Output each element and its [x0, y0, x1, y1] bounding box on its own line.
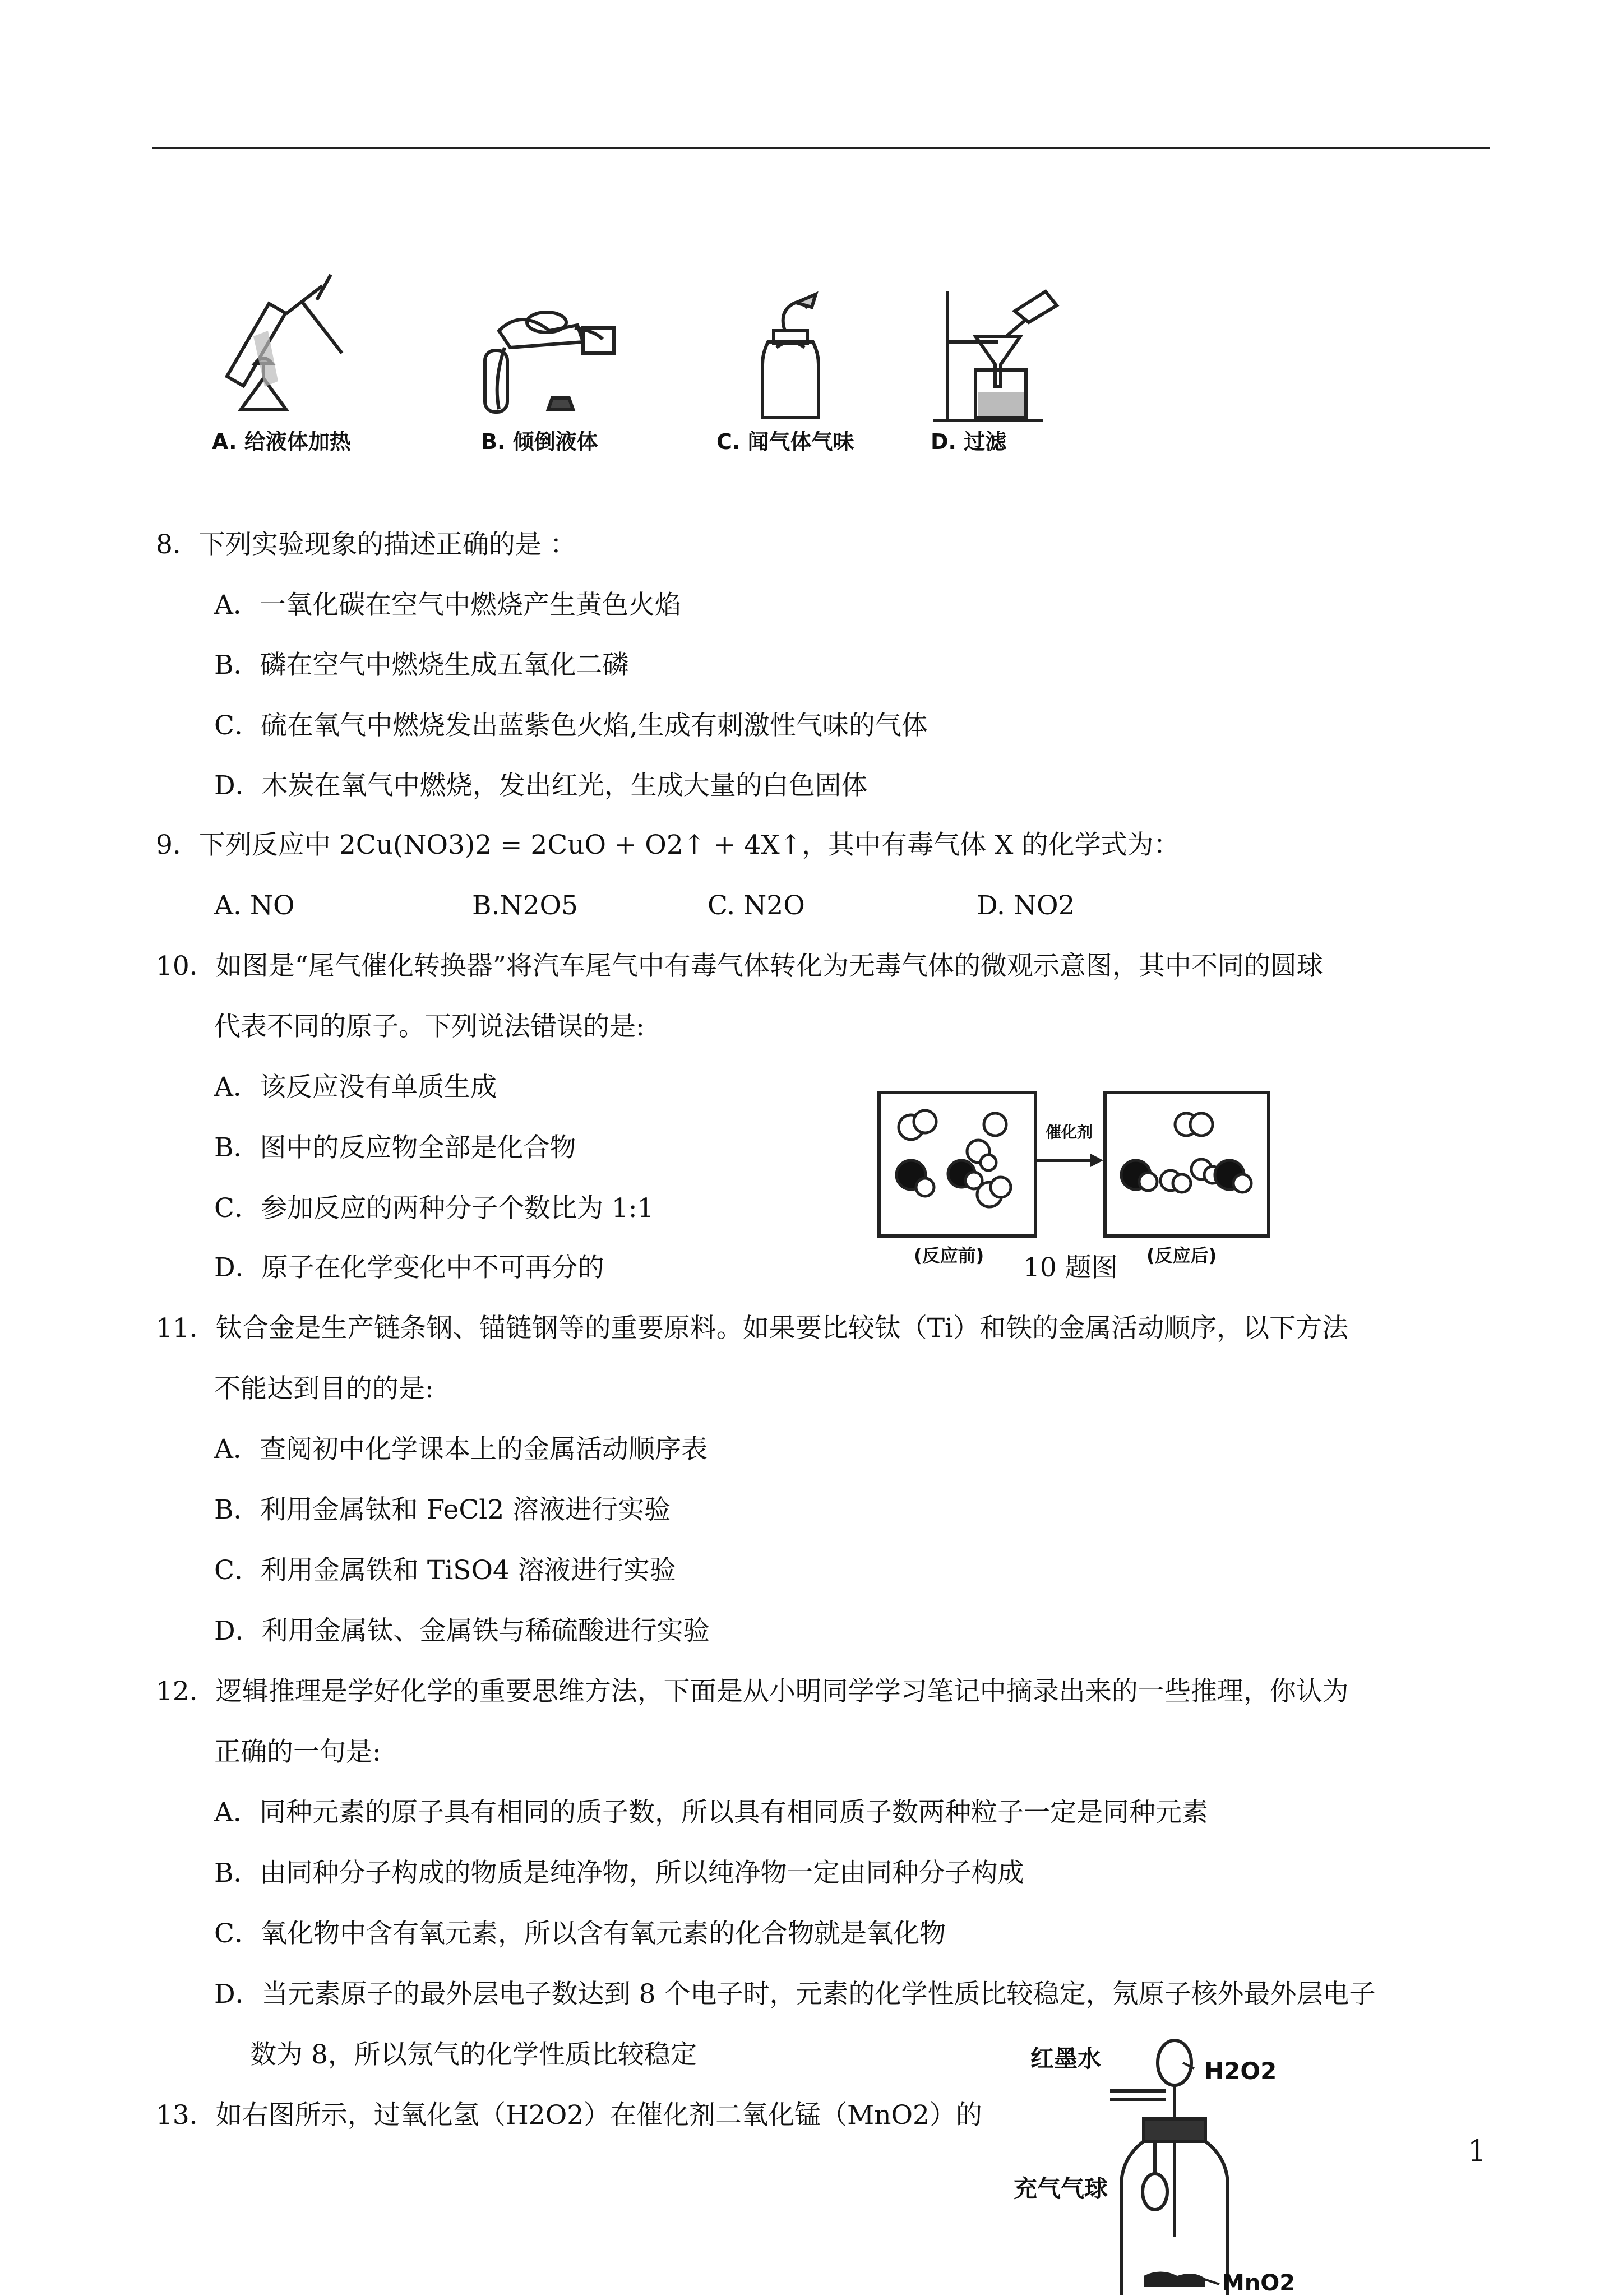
question-12-option-b: B．由同种分子构成的物质是纯净物，所以纯净物一定由同种分子构成	[214, 1858, 1024, 1888]
question-10-option-d: D．原子在化学变化中不可再分的	[214, 1252, 604, 1283]
filtration-illustration	[931, 280, 1076, 426]
question-8-option-c: C．硫在氧气中燃烧发出蓝紫色火焰,生成有刺激性气味的气体	[214, 710, 928, 741]
question-12-option-d-line1: D．当元素原子的最外层电子数达到 8 个电子时，元素的化学性质比较稳定，氖原子核外最外层电子	[214, 1979, 1376, 2010]
after-label: (反应后)	[1146, 1245, 1217, 1266]
figure-10-caption: 10 题图	[1023, 1252, 1118, 1283]
catalyst-label: 催化剂	[1046, 1123, 1093, 1141]
question-12-option-d-line2: 数为 8，所以氖气的化学性质比较稳定	[250, 2039, 697, 2070]
question-11-option-a: A．查阅初中化学课本上的金属活动顺序表	[214, 1434, 708, 1465]
question-8-option-a: A．一氧化碳在空气中燃烧产生黄色火焰	[214, 590, 681, 621]
question-10-option-a: A．该反应没有单质生成	[214, 1072, 497, 1103]
question-9-option-b: B.N2O5	[472, 890, 578, 921]
question-12-stem-line2: 正确的一句是:	[214, 1737, 381, 1767]
question-8-option-b: B．磷在空气中燃烧生成五氧化二磷	[214, 650, 629, 681]
question-13-stem: 13．如右图所示，过氧化氢（H2O2）在催化剂二氧化锰（MnO2）的	[156, 2100, 982, 2131]
question-11-stem-line1: 11．钛合金是生产链条钢、锚链钢等的重要原料。如果要比较钛（Ti）和铁的金属活动顺序，以下方法	[156, 1313, 1349, 1344]
apparatus-label-b: B. 倾倒液体	[481, 429, 598, 454]
question-11-option-d: D．利用金属钛、金属铁与稀硫酸进行实验	[214, 1615, 710, 1646]
apparatus-label-a: A. 给液体加热	[212, 429, 351, 454]
header-rule	[152, 147, 1490, 149]
question-11-option-c: C．利用金属铁和 TiSO4 溶液进行实验	[214, 1555, 676, 1586]
question-8-stem: 8．下列实验现象的描述正确的是 ：	[156, 529, 576, 560]
apparatus-label-c: C. 闻气体气味	[716, 429, 854, 454]
red-ink-label: 红墨水	[1030, 2045, 1102, 2072]
question-11-option-b: B．利用金属钛和 FeCl2 溶液进行实验	[214, 1494, 671, 1525]
question-10-stem-line1: 10．如图是“尾气催化转换器”将汽车尾气中有毒气体转化为无毒气体的微观示意图，其中不同的圆球	[156, 951, 1323, 982]
question-8-option-d: D．木炭在氧气中燃烧，发出红光，生成大量的白色固体	[214, 770, 868, 801]
question-12-stem-line1: 12．逻辑推理是学好化学的重要思维方法，下面是从小明同学学习笔记中摘录出来的一些推理，你认为	[156, 1676, 1349, 1707]
question-9-stem: 9．下列反应中 2Cu(NO3)2 = 2CuO + O2↑ + 4X↑，其中有毒气体 X 的化学式为：	[156, 830, 1180, 860]
mno2-label: MnO2	[1222, 2270, 1296, 2296]
question-12-option-c: C．氧化物中含有氧元素，所以含有氧元素的化合物就是氧化物	[214, 1918, 946, 1949]
page-number: 1	[1468, 2135, 1487, 2168]
question-11-stem-line2: 不能达到目的的是:	[214, 1373, 434, 1404]
question-9-option-d: D. NO2	[977, 890, 1075, 921]
question-10-stem-line2: 代表不同的原子。下列说法错误的是:	[214, 1011, 645, 1042]
question-9-option-c: C. N2O	[708, 890, 805, 921]
question-9-option-a: A. NO	[214, 890, 295, 921]
apparatus-label-d: D. 过滤	[931, 429, 1007, 454]
smelling-gas-illustration	[746, 291, 847, 426]
before-label: (反应前)	[914, 1245, 984, 1266]
balloon-label: 充气气球	[1014, 2175, 1108, 2202]
pouring-liquid-illustration	[477, 297, 634, 426]
heating-liquid-illustration	[224, 269, 370, 420]
question-10-option-b: B．图中的反应物全部是化合物	[214, 1132, 576, 1163]
reaction-before-box	[877, 1091, 1037, 1238]
reaction-after-box	[1103, 1091, 1270, 1238]
h2o2-label: H2O2	[1204, 2057, 1277, 2085]
question-10-option-c: C．参加反应的两种分子个数比为 1:1	[214, 1193, 654, 1224]
question-12-option-a: A．同种元素的原子具有相同的质子数，所以具有相同质子数两种粒子一定是同种元素	[214, 1797, 1208, 1828]
